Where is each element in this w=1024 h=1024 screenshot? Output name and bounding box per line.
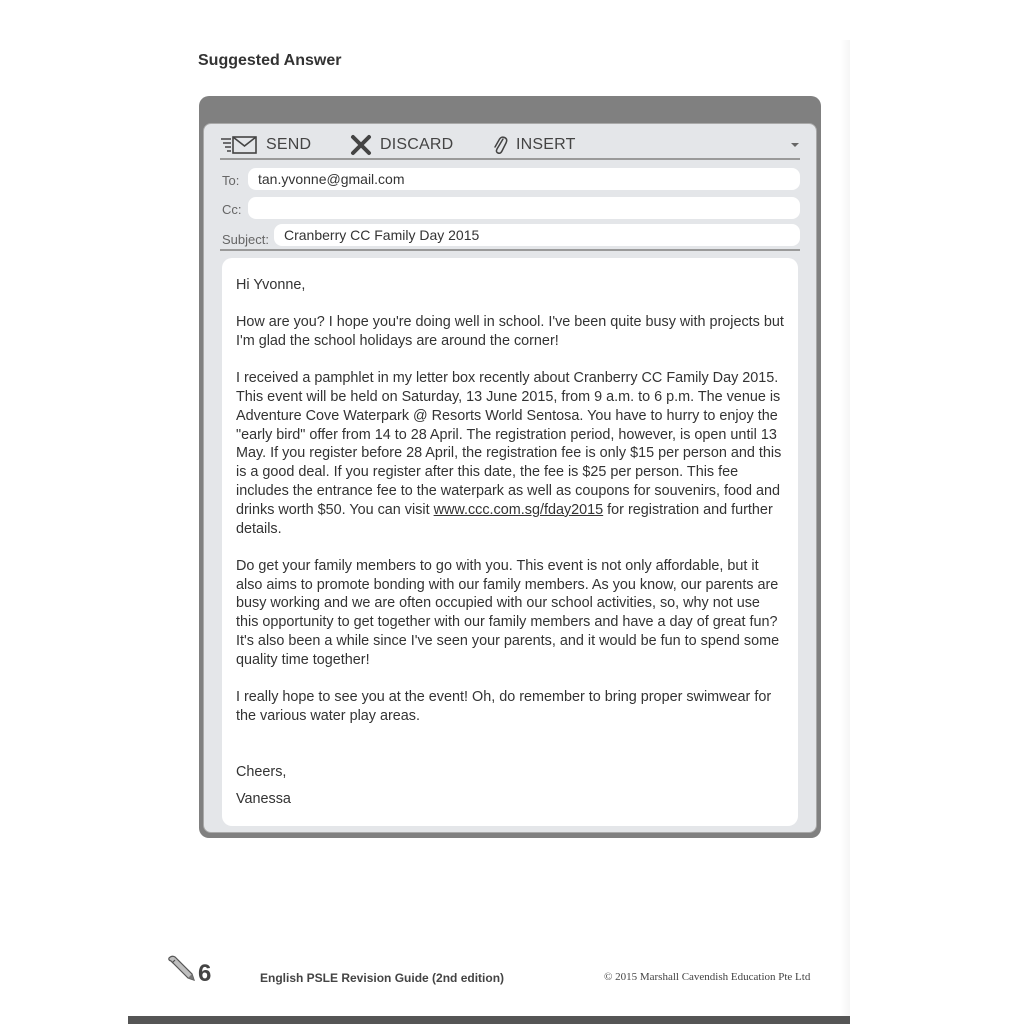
cc-label: Cc: <box>222 202 242 217</box>
registration-link[interactable]: www.ccc.com.sg/fday2015 <box>433 501 604 518</box>
subject-label: Subject: <box>222 232 269 247</box>
email-toolbar <box>220 130 800 160</box>
envelope-icon <box>220 135 258 155</box>
insert-label: INSERT <box>516 136 576 153</box>
section-heading: Suggested Answer <box>198 52 342 69</box>
dropdown-arrow-icon <box>790 141 800 149</box>
page-edge-shadow <box>840 40 850 1020</box>
to-input[interactable]: tan.yvonne@gmail.com <box>248 168 800 190</box>
email-signature: Vanessa <box>236 791 291 808</box>
paragraph-2-text-end: for registration and further details. <box>236 501 773 537</box>
paragraph-2-text: I received a pamphlet in my letter box recently about Cranberry CC Family Day 2015. This event will be held on Saturday, 13 June 2015, from 9 a.m. to 6 p.m. The venue is Adventure Cove Waterpark @ Resorts World Sentosa. You have to hurry to enjoy the "early bird" offer from 14 to 28 April. The registration period, however, is open until 13 May. If you register before 28 April, the registration fee is only $15 per person and this is a good deal. If you register after this date, the fee is $25 per person. This fee includes the entrance fee to the waterpark as well as coupons for souvenirs, food and drinks worth $50. You can visit <box>236 370 782 518</box>
copyright-notice: © 2015 Marshall Cavendish Education Pte Ltd <box>604 971 811 983</box>
book-title: English PSLE Revision Guide (2nd edition) <box>260 971 505 985</box>
email-body[interactable] <box>222 258 798 826</box>
x-icon <box>350 134 372 156</box>
subject-field-row <box>220 222 800 251</box>
cc-input[interactable] <box>248 197 800 219</box>
pencil-icon <box>166 954 196 987</box>
discard-button[interactable] <box>350 132 453 158</box>
send-label: SEND <box>266 136 312 153</box>
paperclip-icon <box>492 134 508 156</box>
email-paragraph-1: How are you? I hope you're doing well in school. I've been quite busy with projects but I'm glad the school holidays are around the corner! <box>236 314 784 349</box>
page-number: 6 <box>198 960 212 987</box>
email-paragraph-3: Do get your family members to go with you. This event is not only affordable, but it also aims to promote bonding with our family members. As you know, our parents are busy working and we are often occupied with our school activities, so, why not use this opportunity to get together with our family members and have a day of great fun? It's also been a while since I've seen your parents, and it would be fun to spend some quality time together! <box>236 557 780 668</box>
page-bottom-edge <box>128 1016 850 1024</box>
to-field-row <box>220 166 800 194</box>
email-greeting: Hi Yvonne, <box>236 277 306 293</box>
send-button[interactable] <box>220 132 311 158</box>
email-closing: Cheers, <box>236 763 287 780</box>
discard-label: DISCARD <box>380 136 454 153</box>
cc-field-row <box>220 195 800 223</box>
subject-input[interactable]: Cranberry CC Family Day 2015 <box>274 224 800 246</box>
to-label: To: <box>222 173 240 188</box>
email-paragraph-2 <box>236 369 784 538</box>
insert-button[interactable] <box>492 132 576 158</box>
email-paragraph-4: I really hope to see you at the event! Oh, do remember to bring proper swimwear for the various water play areas. <box>236 688 772 724</box>
toolbar-menu-button[interactable] <box>790 136 800 154</box>
